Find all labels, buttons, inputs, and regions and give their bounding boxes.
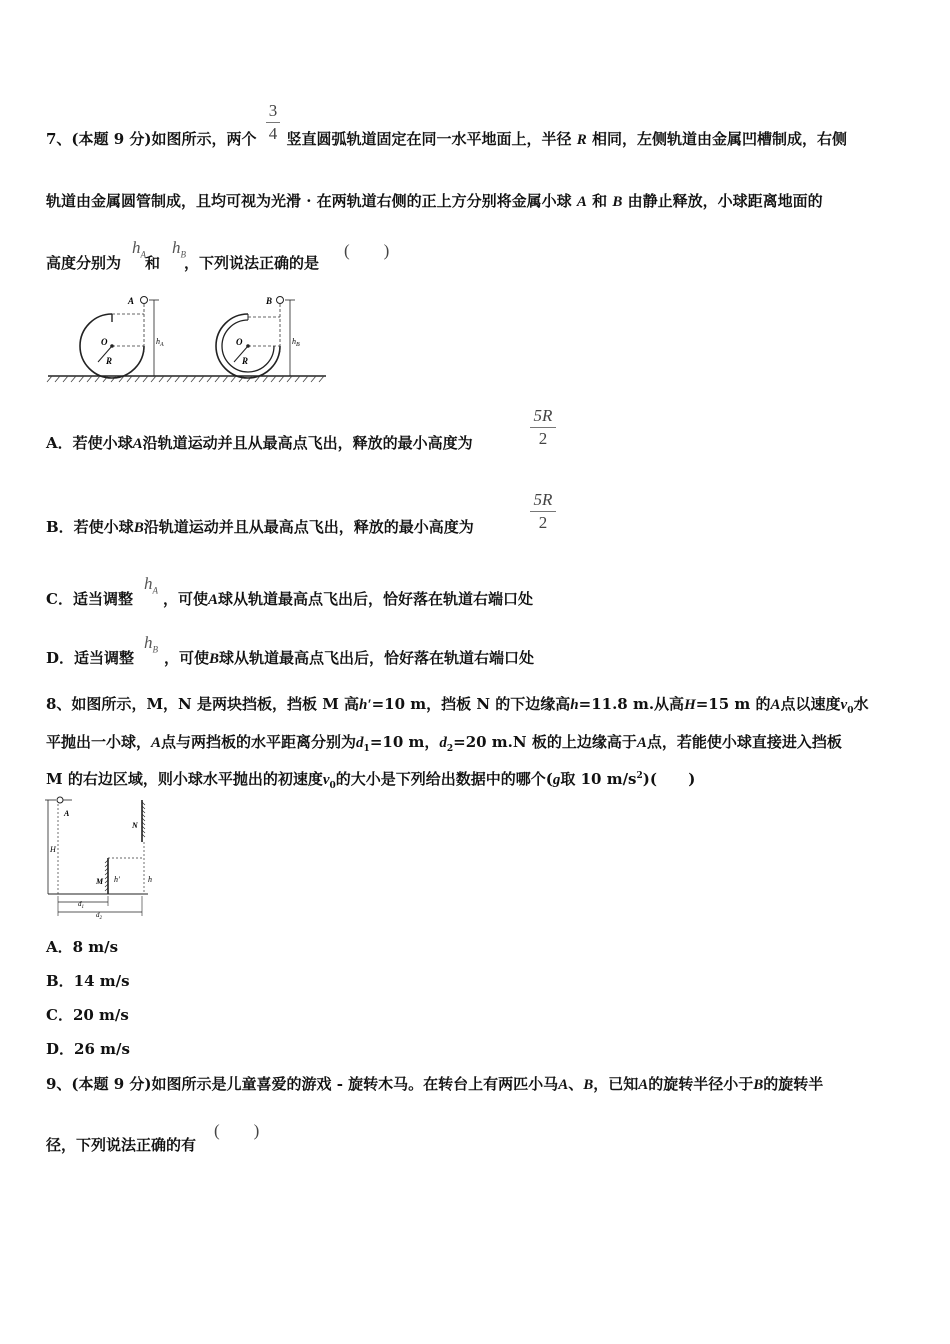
label-M: M [96,877,104,886]
label-hB: $h_B$ [292,337,300,348]
answer-blank-q9: ( ) [214,1121,260,1140]
q7-line-2: 轨道由金属圆管制成，且均可视为光滑 · 在两轨道右侧的正上方分别将金属小球 A 和 B 由静止释放，小球距离地面的 [46,192,823,210]
label-h-prime: h′ [114,875,120,884]
q7-option-B[interactable]: B．若使小球B沿轨道运动并且从最高点飞出，释放的最小高度为 [46,518,474,536]
symbol-hA: $h_A$ [132,238,146,260]
label-O-right: O [236,337,243,347]
label-B: B [266,296,273,306]
q8-line-2: 平抛出一小球，A点与两挡板的水平距离分别为$d_1=10$ m，$d_2=20$ m.N 板的上边缘高于A点，若能使小球直接进入挡板 [46,733,842,754]
q7-option-C[interactable]: C．适当调整 ，可使A球从轨道最高点飞出后，恰好落在轨道右端口处 [46,590,533,608]
label-A: A [128,296,135,306]
q9-line-1: 9、(本题 9 分)如图所示是儿童喜爱的游戏 ‑ 旋转木马。在转台上有两匹小马A、B，已知A的旋转半径小于B的旋转半 [46,1075,824,1093]
label-A: A [64,809,70,818]
label-R: R [106,356,113,366]
q7-line-3: 高度分别为 和 ，下列说法正确的是 [46,254,320,272]
q8-option-B[interactable]: B．14 m/s [46,972,130,990]
fraction-numerator: 3 [268,101,278,120]
q7-option-A[interactable]: A．若使小球A沿轨道运动并且从最高点飞出，释放的最小高度为 [46,434,473,452]
fraction-denominator: 4 [268,124,278,143]
q7-option-D[interactable]: D．适当调整 ，可使B球从轨道最高点飞出后，恰好落在轨道右端口处 [46,649,535,667]
label-N: N [132,821,138,830]
symbol-hA-optC: $h_A$ [144,574,158,596]
symbol-hB: $h_B$ [172,238,186,260]
q8-line-1: 8、如图所示，M，N 是两块挡板，挡板 M 高h′=10 m，挡板 N 的下边缘高h=11.8 m.从高H=15 m 的A点以速度$v_0$水 [46,695,869,716]
label-hA: $h_A$ [156,337,164,348]
fraction-5R-over-2-B: 5R 2 [530,490,556,533]
label-H: H [50,845,56,854]
answer-blank: ( ) [344,241,390,260]
q7-figure-circular-tracks [46,294,331,384]
symbol-hB-optD: $h_B$ [144,633,158,655]
q8-option-D[interactable]: D．26 m/s [46,1040,130,1058]
label-h: h [148,875,152,884]
q8-line-3: M 的右边区域，则小球水平抛出的初速度$v_0$的大小是下列给出数据中的哪个(g取 10 $m/s^2$)( ) [46,770,696,791]
label-d2: $d_2$ [96,911,102,921]
label-O: O [101,337,108,347]
q8-option-A[interactable]: A．8 m/s [46,938,119,956]
q7-line-1: 7、(本题 9 分)如图所示，两个 竖直圆弧轨道固定在同一水平地面上，半径 R 相同，左侧轨道由金属凹槽制成，右侧 [46,130,848,148]
q8-option-C[interactable]: C．20 m/s [46,1006,129,1024]
label-R-right: R [242,356,249,366]
q9-line-2: 径，下列说法正确的有 [46,1136,197,1154]
label-d1: $d_1$ [78,900,84,910]
fraction-5R-over-2-A: 5R 2 [530,406,556,449]
q8-figure-barriers [44,796,156,921]
